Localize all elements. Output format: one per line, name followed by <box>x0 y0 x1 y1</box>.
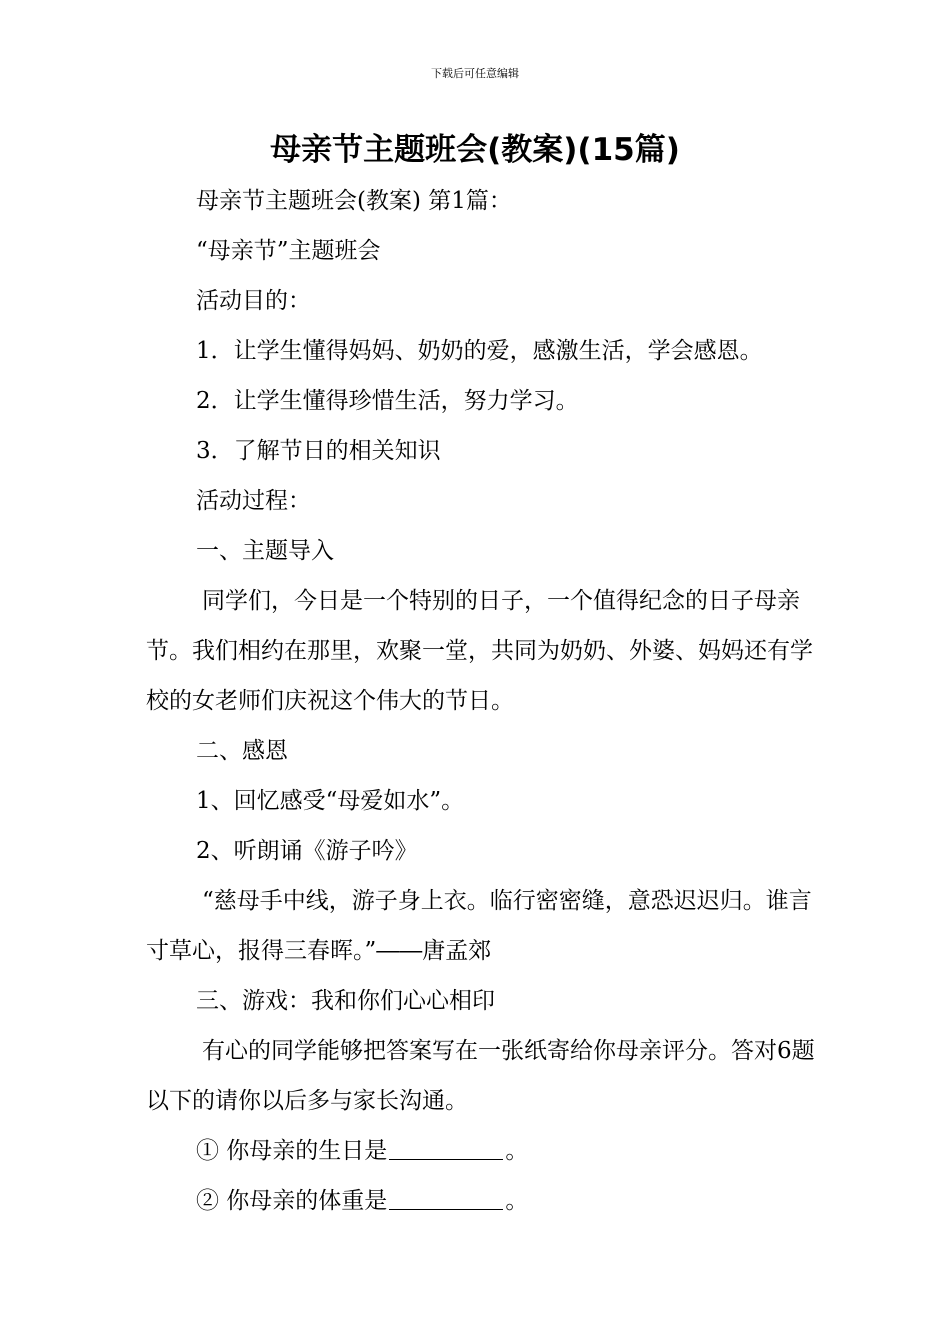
list-item: 1、回忆感受“母爱如水”。 <box>196 788 465 814</box>
page-header-note: 下载后可任意编辑 <box>431 67 519 80</box>
subtitle: “母亲节”主题班会 <box>196 238 381 264</box>
body-paragraph: 有心的同学能够把答案写在一张纸寄给你母亲评分。答对6题以下的请你以后多与家长沟通。 <box>146 1038 815 1114</box>
question-text: ② 你母亲的体重是 <box>196 1188 388 1214</box>
question-punct: 。 <box>505 1138 529 1164</box>
section-heading: 一、主题导入 <box>196 538 334 564</box>
document-body <box>146 176 816 1226</box>
section-heading: 二、感恩 <box>196 738 288 764</box>
list-item: 3．了解节日的相关知识 <box>196 438 441 464</box>
body-paragraph: 同学们，今日是一个特别的日子，一个值得纪念的日子母亲节。我们相约在那里，欢聚一堂，共同为奶奶、外婆、妈妈还有学校的女老师们庆祝这个伟大的节日。 <box>146 588 813 714</box>
list-item: 2．让学生懂得珍惜生活，努力学习。 <box>196 388 579 414</box>
list-item: 1．让学生懂得妈妈、奶奶的爱，感激生活，学会感恩。 <box>196 338 763 364</box>
section-label: 活动目的： <box>196 288 311 314</box>
poem-quote: “慈母手中线，游子身上衣。临行密密缝，意恐迟迟归。谁言寸草心，报得三春晖。”――唐孟郊 <box>146 888 812 964</box>
question-item <box>146 1176 816 1226</box>
section-label: 活动过程： <box>196 488 311 514</box>
section-heading: 母亲节主题班会(教案) 第1篇： <box>196 188 512 214</box>
question-text: ① 你母亲的生日是 <box>196 1138 388 1164</box>
section-heading: 三、游戏：我和你们心心相印 <box>196 988 495 1014</box>
answer-blank <box>389 1131 503 1160</box>
document-title: 母亲节主题班会(教案)(15篇) <box>270 132 680 168</box>
question-punct: 。 <box>505 1188 529 1214</box>
answer-blank <box>389 1181 503 1210</box>
list-item: 2、听朗诵《游子吟》 <box>196 838 418 864</box>
question-item <box>146 1126 816 1176</box>
